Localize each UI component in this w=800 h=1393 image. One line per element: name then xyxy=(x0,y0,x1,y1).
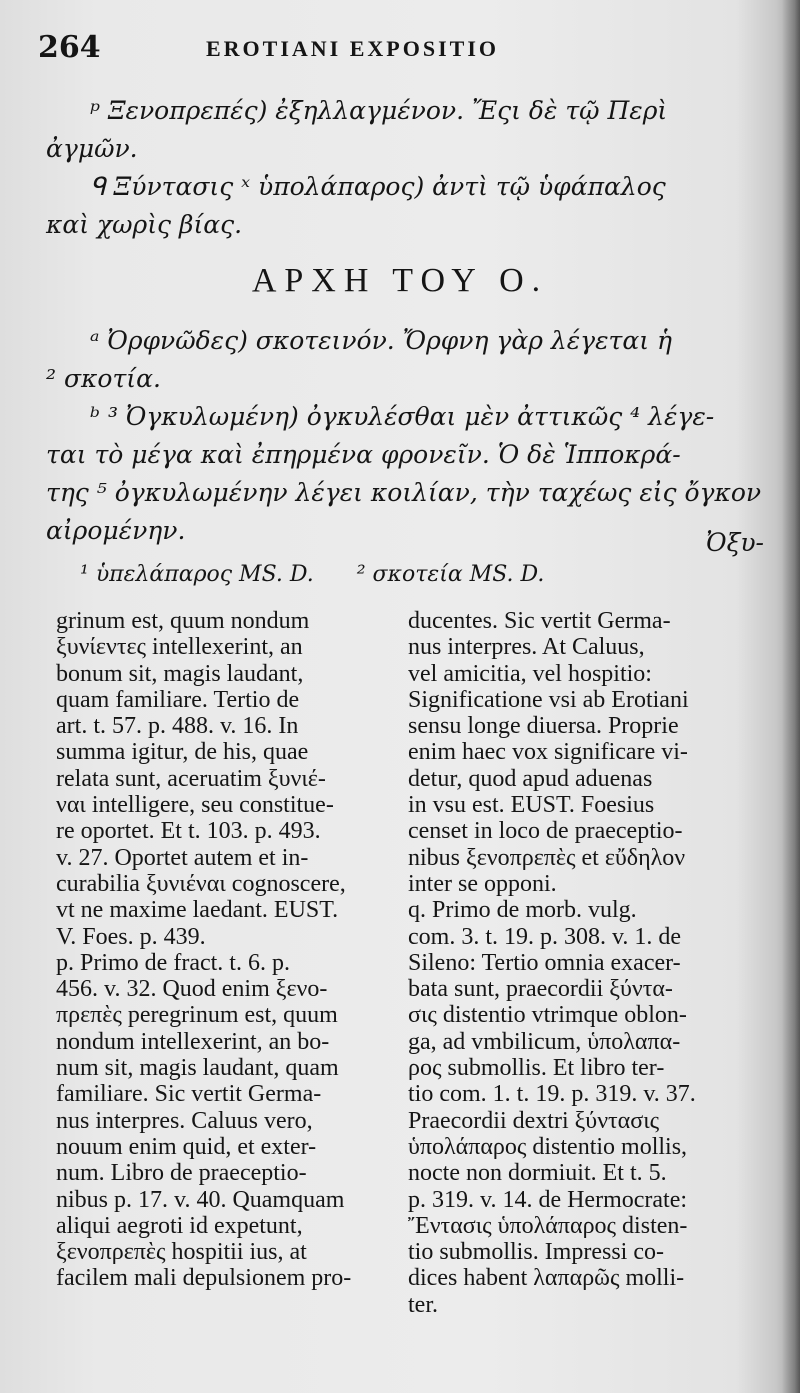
section-heading: ΑΡΧΗ ΤΟΥ Ο. xyxy=(251,262,549,299)
entry-line: ᵃ Ὀρφνῶδες) σκοτεινόν. Ὄρφνη γὰρ λέγεται ἡ xyxy=(90,326,672,355)
entry-line: αἰρομένην. xyxy=(46,516,186,545)
commentary-line: vt ne maxime laedant. EUST. xyxy=(56,897,339,924)
commentary-left-column xyxy=(56,608,396,1292)
commentary-line: ναι intelligere, seu constitue- xyxy=(56,792,334,819)
entry-line: ᵖ Ξενοπρεπές) ἐξηλλαγμένον. Ἔςι δὲ τῷ Περὶ xyxy=(90,96,668,125)
commentary-line: familiare. Sic vertit Germa- xyxy=(56,1081,322,1108)
commentary-line: quam familiare. Tertio de xyxy=(56,686,300,713)
entry-line: ᵇ ³ Ὀγκυλωμένη) ὀγκυλέσθαι μὲν ἀττικῶς ⁴ λέγε- xyxy=(90,402,715,431)
commentary-line: tio submollis. Impressi co- xyxy=(408,1239,664,1266)
entry-onkylomene xyxy=(46,398,766,550)
commentary-line: dices habent λαπαρῶς molli- xyxy=(408,1265,685,1292)
commentary-line: summa igitur, de his, quae xyxy=(56,739,309,766)
commentary-line: curabilia ξυνιέναι cognoscere, xyxy=(56,870,346,897)
commentary-right-column xyxy=(408,608,764,1318)
commentary-line: 456. v. 32. Quod enim ξενο- xyxy=(56,976,328,1003)
commentary-line: grinum est, quum nondum xyxy=(56,608,310,634)
commentary-line: Ἔντασις ὑπολάπαρος disten- xyxy=(408,1212,688,1239)
commentary-line: enim haec vox significare vi- xyxy=(408,739,688,766)
entry-line: ἀγμῶν. xyxy=(46,134,138,163)
commentary-line: nouum enim quid, et exter- xyxy=(56,1133,317,1160)
entry-line: ᑫ Ξύντασις ˣ ὑπολάπαρος) ἀντὶ τῷ ὑφάπαλος xyxy=(90,172,666,201)
commentary-line: σις distentio vtrimque oblon- xyxy=(408,1002,687,1029)
entry-xenoprepes xyxy=(46,92,766,168)
commentary-line: facilem mali depulsionem pro- xyxy=(56,1265,352,1292)
commentary-line: nibus ξενοπρεπὲς et εὔδηλον xyxy=(408,844,686,871)
commentary-line: V. Foes. p. 439. xyxy=(56,923,206,950)
entry-line: ται τὸ μέγα καὶ ἐπηρμένα φρονεῖν. Ὁ δὲ Ἱπποκρά- xyxy=(46,440,681,469)
commentary-line: nibus p. 17. v. 40. Quamquam xyxy=(56,1186,345,1213)
commentary-line: num. Libro de praeceptio- xyxy=(56,1160,307,1187)
commentary-line: re oportet. Et t. 103. p. 493. xyxy=(56,818,321,845)
commentary-line: ξυνίεντες intellexerint, an xyxy=(56,634,303,661)
commentary-line: com. 3. t. 19. p. 308. v. 1. de xyxy=(408,923,682,950)
commentary-line: Sileno: Tertio omnia exacer- xyxy=(408,949,681,976)
entry-line: ² σκοτία. xyxy=(46,364,161,393)
commentary-line: vel amicitia, vel hospitio: xyxy=(408,660,652,687)
commentary-line: bata sunt, praecordii ξύντα- xyxy=(408,976,673,1003)
commentary-line: ὑπολάπαρος distentio mollis, xyxy=(408,1133,688,1160)
commentary-line: ducentes. Sic vertit Germa- xyxy=(408,608,671,634)
entry-line: καὶ χωρὶς βίας. xyxy=(46,210,243,239)
variant-note: ² σκοτεία MS. D. xyxy=(356,562,545,587)
page-edge-shadow xyxy=(782,0,800,1393)
commentary-line: inter se opponi. xyxy=(408,870,557,897)
commentary-line: sensu longe diuersa. Proprie xyxy=(408,713,679,740)
entry-line: της ⁵ ὀγκυλωμένην λέγει κοιλίαν, τὴν ταχέως εἰς ὄγκον xyxy=(46,478,762,507)
entry-orphnodes xyxy=(46,322,766,398)
commentary-line: detur, quod apud aduenas xyxy=(408,765,653,792)
textual-variants xyxy=(80,562,760,587)
commentary-line: art. t. 57. p. 488. v. 16. In xyxy=(56,713,299,740)
commentary-line: ga, ad vmbilicum, ὑπολαπα- xyxy=(408,1028,681,1055)
entry-xyntasis xyxy=(46,168,766,244)
commentary-line: ter. xyxy=(408,1291,438,1318)
commentary-line: aliqui aegroti id expetunt, xyxy=(56,1212,303,1239)
commentary-line: v. 27. Oportet autem et in- xyxy=(56,844,309,871)
commentary-line: nondum intellexerint, an bo- xyxy=(56,1028,330,1055)
commentary-line: in vsu est. EUST. Foesius xyxy=(408,792,655,819)
commentary-line: πρεπὲς peregrinum est, quum xyxy=(56,1002,338,1029)
variant-note: ¹ ὑπελάπαρος MS. D. xyxy=(80,562,314,587)
commentary-line: nocte non dormiuit. Et t. 5. xyxy=(408,1160,667,1187)
running-head: EROTIANI EXPOSITIO xyxy=(206,36,500,61)
commentary-line: p. Primo de fract. t. 6. p. xyxy=(56,949,290,976)
commentary-line: ξενοπρεπὲς hospitii ius, at xyxy=(56,1239,307,1266)
commentary-line: p. 319. v. 14. de Hermocrate: xyxy=(408,1186,688,1213)
commentary-line: tio com. 1. t. 19. p. 319. v. 37. xyxy=(408,1081,696,1108)
commentary-line: q. Primo de morb. vulg. xyxy=(408,897,637,924)
commentary-line: Praecordii dextri ξύντασις xyxy=(408,1107,660,1134)
commentary-line: relata sunt, aceruatim ξυνιέ- xyxy=(56,765,326,792)
page-number: 264 xyxy=(38,30,101,65)
catchword: Ὀξυ- xyxy=(706,528,764,557)
page-header xyxy=(38,30,778,70)
commentary-line: bonum sit, magis laudant, xyxy=(56,660,304,687)
commentary-line: Significatione vsi ab Erotiani xyxy=(408,686,689,713)
commentary-line: num sit, magis laudant, quam xyxy=(56,1055,339,1082)
commentary-line: nus interpres. At Caluus, xyxy=(408,634,645,661)
commentary-line: nus interpres. Caluus vero, xyxy=(56,1107,313,1134)
commentary-line: censet in loco de praeceptio- xyxy=(408,818,683,845)
commentary-line: ρος submollis. Et libro ter- xyxy=(408,1055,665,1082)
